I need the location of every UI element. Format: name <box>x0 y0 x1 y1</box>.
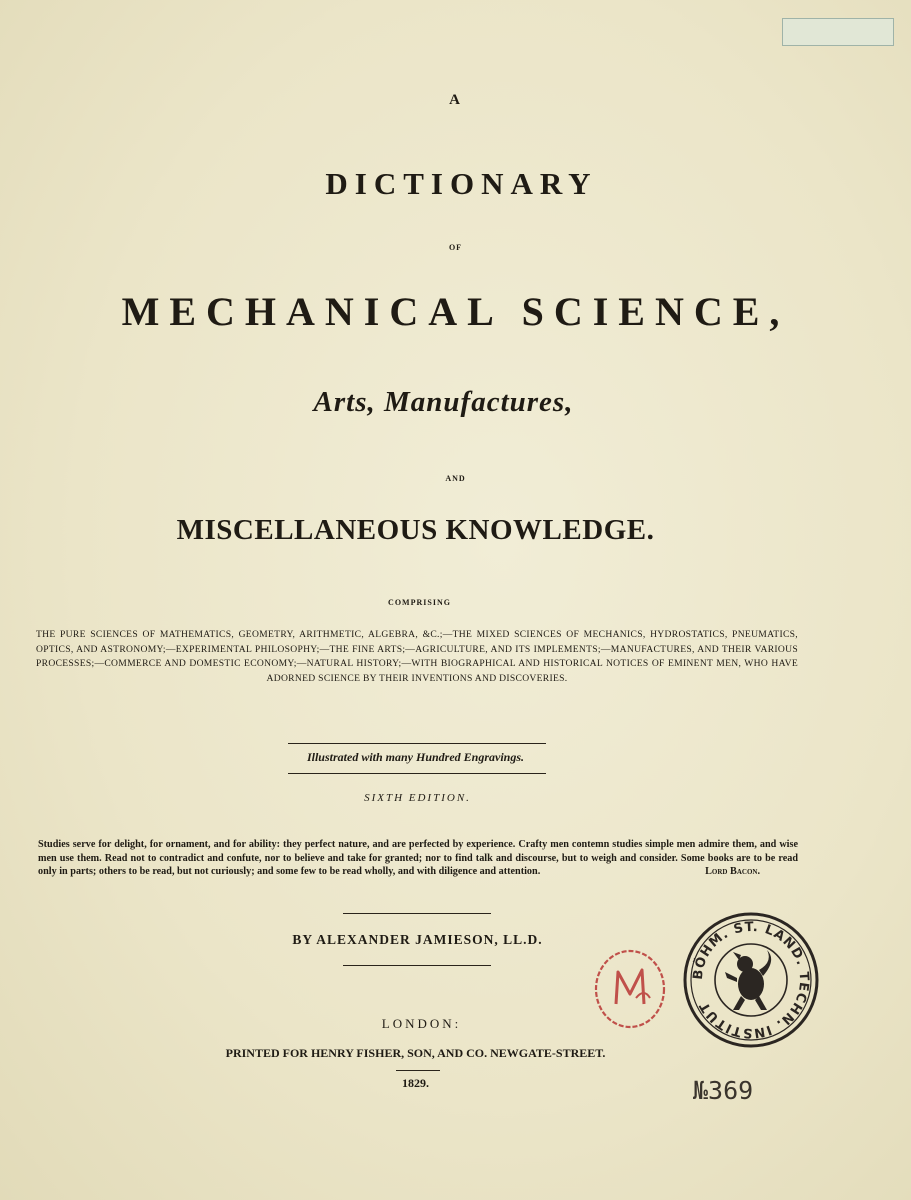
monogram-stamp <box>592 946 668 1032</box>
rule-above-year <box>396 1070 440 1071</box>
subtitle-miscellaneous: MISCELLANEOUS KNOWLEDGE. <box>176 514 655 546</box>
institute-seal <box>681 910 821 1050</box>
title-article: A <box>449 92 462 108</box>
imprint-year: 1829. <box>402 1076 429 1090</box>
subjects-paragraph: THE PURE SCIENCES OF MATHEMATICS, GEOMETRY, ARITHMETIC, ALGEBRA, &C.;—THE MIXED SCIENCES OF MECHANICS, HYDROSTATICS, PNEUMATICS, OPTICS, AND ASTRONOMY;—EXPERIMENTAL PHILOSOPHY;—THE FINE ARTS;—AGRICULTURE, AND ITS IMPLEMENTS;—MANUFACTURES, AND THEIR VARIOUS PROCESSES;—COMMERCE AND DOMESTIC ECONOMY;—NATURAL HISTORY;—WITH BIOGRAPHICAL AND HISTORICAL NOTICES OF EMINENT MEN, WHO HAVE ADORNED SCIENCE BY THEIR INVENTIONS AND DISCOVERIES. <box>36 629 798 684</box>
title-and: AND <box>445 474 466 483</box>
rule-below-author <box>343 965 491 966</box>
title-of: OF <box>448 243 463 252</box>
library-label <box>782 18 894 46</box>
epigraph <box>38 838 798 879</box>
rule-top-illustrated <box>288 743 546 744</box>
epigraph-author: Lord Bacon. <box>705 866 760 878</box>
inventory-number: №369 <box>693 1076 754 1105</box>
author-line: BY ALEXANDER JAMIESON, LL.D. <box>292 932 543 947</box>
imprint-printer: PRINTED FOR HENRY FISHER, SON, AND CO. NEWGATE-STREET. <box>225 1046 606 1060</box>
title-dictionary: DICTIONARY <box>325 166 598 201</box>
illustrated-note: Illustrated with many Hundred Engravings. <box>306 750 525 764</box>
imprint-place: LONDON: <box>381 1016 462 1031</box>
lion-icon <box>725 950 771 1010</box>
rule-bottom-illustrated <box>288 773 546 774</box>
seal-text: BÖHM. ST. LAND. TECHN. INSTITUT <box>690 919 812 1041</box>
edition-label: SIXTH EDITION. <box>364 792 471 804</box>
gothic-subtitle: Arts, Manufactures, <box>313 386 574 418</box>
rule-above-author <box>343 913 491 914</box>
comprising-label: COMPRISING <box>388 598 451 607</box>
main-title: MECHANICAL SCIENCE, <box>121 289 790 334</box>
epigraph-text: Studies serve for delight, for ornament, and for ability: they perfect nature, and are perfected by experience. Crafty men contemn studies simple men admire them, and wise men use them. Read not to contradict and confute, nor to believe and take for granted; nor to find talk and discourse, but to weigh and consider. Some books are to be read only in parts; others to be read, but not curiously; and some few to be read wholly, and with diligence and attention. <box>38 839 798 878</box>
